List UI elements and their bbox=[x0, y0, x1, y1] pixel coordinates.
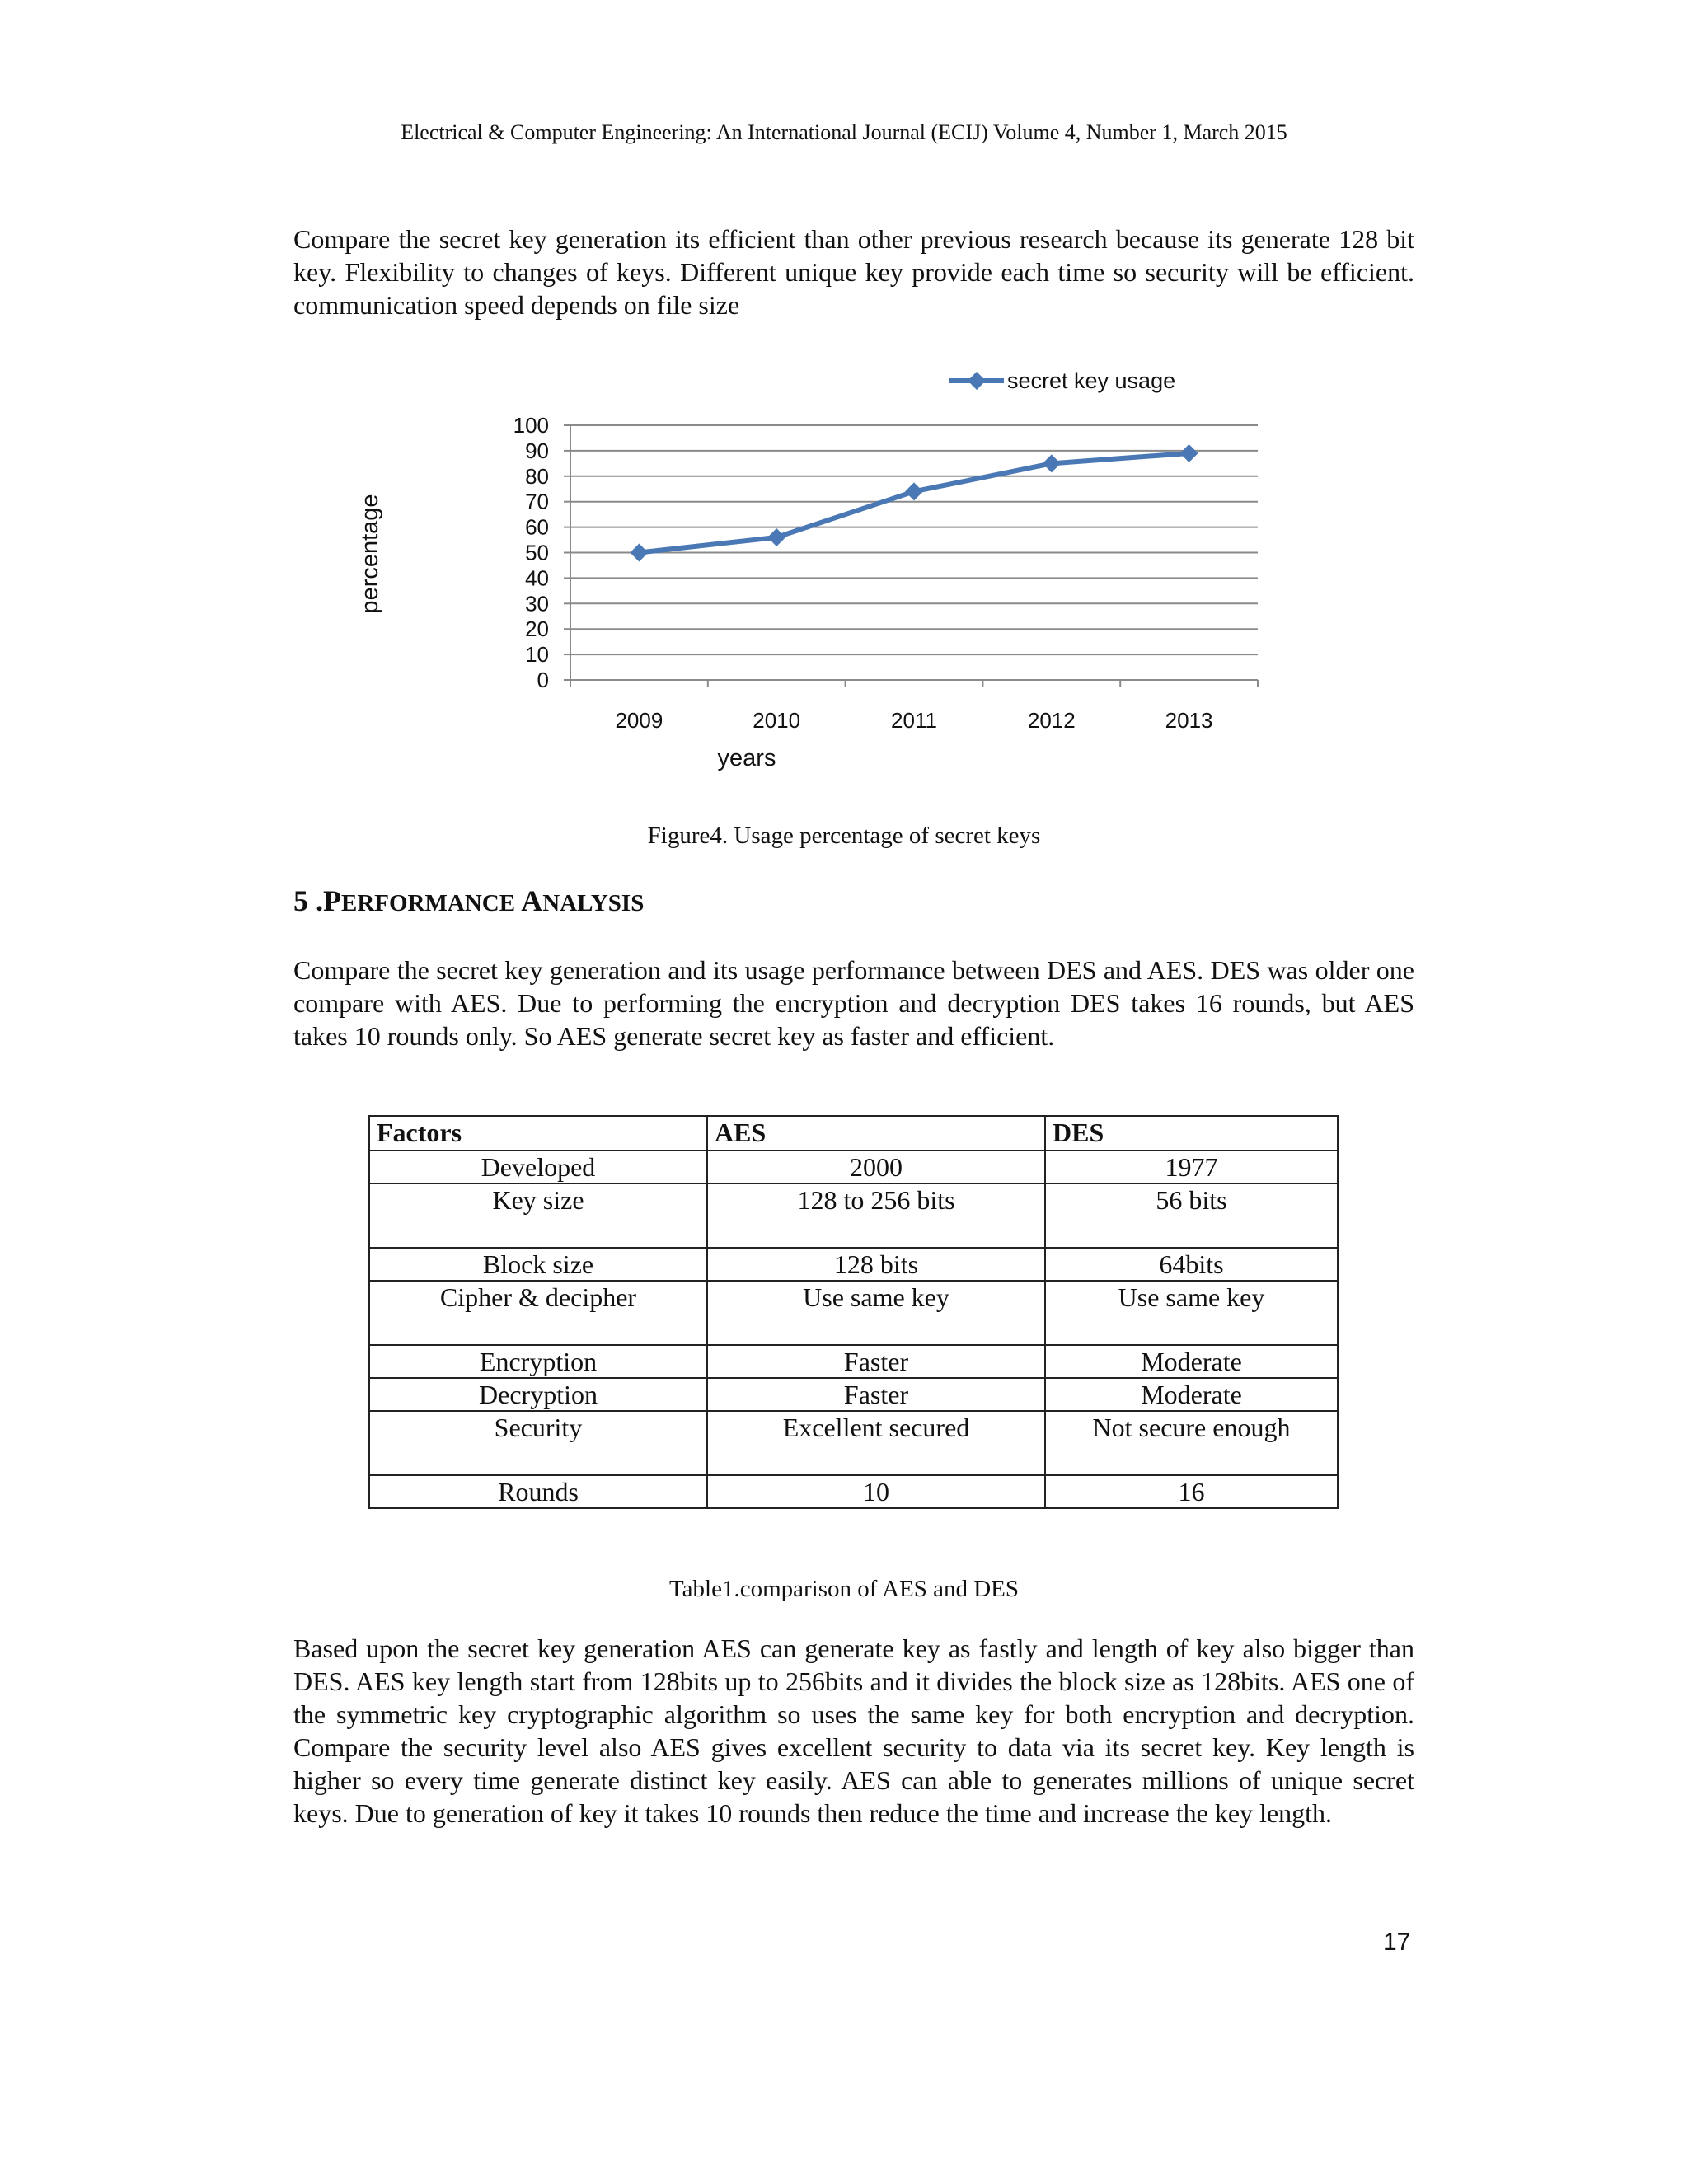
y-tick-label: 70 bbox=[525, 489, 549, 514]
x-tick-label: 2012 bbox=[1027, 708, 1076, 733]
table-row bbox=[369, 1183, 1338, 1248]
data-point bbox=[630, 544, 648, 562]
y-tick-labels bbox=[513, 413, 549, 692]
data-point bbox=[905, 482, 923, 500]
paragraph-conclusion: Based upon the secret key generation AES can generate key as fastly and length of key also bigger than DES. AES key length start from 128bits up to 256bits and it divides the block size as 128bits. AES one of the symmetric key cryptographic algorithm so uses the same key for both encryption and decryption. Compare the security level also AES gives excellent security to data via its secret key. Key length is higher so every time generate distinct key easily. AES can able to generates millions of unique secret keys. Due to generation of key it takes 10 rounds then reduce the time and increase the key length. bbox=[293, 1633, 1414, 1828]
cell-aes: 128 bits bbox=[707, 1248, 1045, 1281]
table-row bbox=[369, 1475, 1338, 1508]
y-tick-label: 20 bbox=[525, 616, 549, 642]
table-row bbox=[369, 1248, 1338, 1281]
cell-des: 64bits bbox=[1045, 1248, 1338, 1281]
chart-axes bbox=[564, 425, 1258, 687]
paragraph-performance: Compare the secret key generation and its usage performance between DES and AES. DES was older one compare with AES. Due to performing the encryption and decryption DES takes 16 rounds, but AES takes 10 rounds only. So AES generate secret key as faster and efficient. bbox=[293, 955, 1414, 1051]
x-axis-title: years bbox=[717, 745, 776, 771]
x-tick-label: 2009 bbox=[615, 708, 663, 733]
y-tick-label: 90 bbox=[525, 438, 549, 463]
y-tick-label: 60 bbox=[525, 514, 549, 540]
y-axis-title: percentage bbox=[357, 494, 383, 614]
x-tick-label: 2013 bbox=[1165, 708, 1213, 733]
cell-aes: Faster bbox=[707, 1378, 1045, 1411]
cell-factor: Encryption bbox=[369, 1345, 707, 1378]
y-tick-label: 80 bbox=[525, 463, 549, 489]
y-tick-label: 10 bbox=[525, 642, 549, 668]
cell-factor: Developed bbox=[369, 1151, 707, 1183]
table-row bbox=[369, 1281, 1338, 1345]
cell-aes: Faster bbox=[707, 1345, 1045, 1378]
section-title-rest-2: NALYSIS bbox=[542, 890, 645, 916]
cell-des: Use same key bbox=[1045, 1281, 1338, 1345]
cell-aes: 2000 bbox=[707, 1151, 1045, 1183]
y-tick-label: 0 bbox=[537, 668, 549, 692]
chart-gridlines bbox=[570, 425, 1258, 654]
table-row bbox=[369, 1411, 1338, 1475]
cell-factor: Security bbox=[369, 1411, 707, 1475]
section-heading bbox=[293, 883, 644, 918]
cell-factor: Key size bbox=[369, 1183, 707, 1248]
chart-legend bbox=[950, 368, 1175, 393]
x-tick-label: 2011 bbox=[891, 708, 937, 733]
legend-label: secret key usage bbox=[1007, 368, 1176, 393]
data-point bbox=[767, 528, 785, 546]
running-header: Electrical & Computer Engineering: An International Journal (ECIJ) Volume 4, Number 1, March 2015 bbox=[401, 120, 1287, 144]
section-title-rest: ERFORMANCE bbox=[341, 890, 522, 916]
data-point bbox=[1180, 444, 1198, 462]
chart-series bbox=[630, 444, 1198, 562]
y-tick-label: 30 bbox=[525, 591, 549, 616]
section-title-initial-2: A bbox=[521, 884, 543, 917]
cell-factor: Block size bbox=[369, 1248, 707, 1281]
table-header-row bbox=[369, 1116, 1338, 1151]
paragraph-intro: Compare the secret key generation its efficient than other previous research because its generate 128 bit key. Flexibility to changes of keys. Different unique key provide each time so security will be efficient. communication speed depends on file size bbox=[293, 224, 1414, 320]
cell-des: 16 bbox=[1045, 1475, 1338, 1508]
cell-aes: Use same key bbox=[707, 1281, 1045, 1345]
header-des: DES bbox=[1045, 1116, 1338, 1151]
cell-des: 56 bits bbox=[1045, 1183, 1338, 1248]
cell-des: 1977 bbox=[1045, 1151, 1338, 1183]
table-row bbox=[369, 1345, 1338, 1378]
legend-marker bbox=[968, 372, 986, 390]
x-tick-label: 2010 bbox=[753, 708, 801, 733]
table-caption: Table1.comparison of AES and DES bbox=[668, 1576, 1020, 1602]
cell-aes: Excellent secured bbox=[707, 1411, 1045, 1475]
section-title-initial: P bbox=[323, 884, 341, 917]
cell-aes: 128 to 256 bits bbox=[707, 1183, 1045, 1248]
table-row bbox=[369, 1151, 1338, 1183]
data-point bbox=[1043, 454, 1061, 472]
page-number: 17 bbox=[1383, 1929, 1411, 1956]
cell-des: Not secure enough bbox=[1045, 1411, 1338, 1475]
table-row bbox=[369, 1378, 1338, 1411]
cell-des: Moderate bbox=[1045, 1345, 1338, 1378]
y-tick-label: 40 bbox=[525, 565, 549, 591]
cell-aes: 10 bbox=[707, 1475, 1045, 1508]
series-line bbox=[639, 453, 1189, 553]
y-tick-label: 100 bbox=[513, 413, 549, 438]
x-tick-labels bbox=[615, 708, 1212, 733]
cell-factor: Decryption bbox=[369, 1378, 707, 1411]
comparison-table bbox=[368, 1115, 1339, 1509]
cell-factor: Cipher & decipher bbox=[369, 1281, 707, 1345]
section-number: 5 . bbox=[293, 884, 323, 917]
cell-factor: Rounds bbox=[369, 1475, 707, 1508]
header-aes: AES bbox=[707, 1116, 1045, 1151]
header-factors: Factors bbox=[369, 1116, 707, 1151]
figure-caption: Figure4. Usage percentage of secret keys bbox=[647, 823, 1041, 849]
y-tick-label: 50 bbox=[525, 540, 549, 565]
cell-des: Moderate bbox=[1045, 1378, 1338, 1411]
